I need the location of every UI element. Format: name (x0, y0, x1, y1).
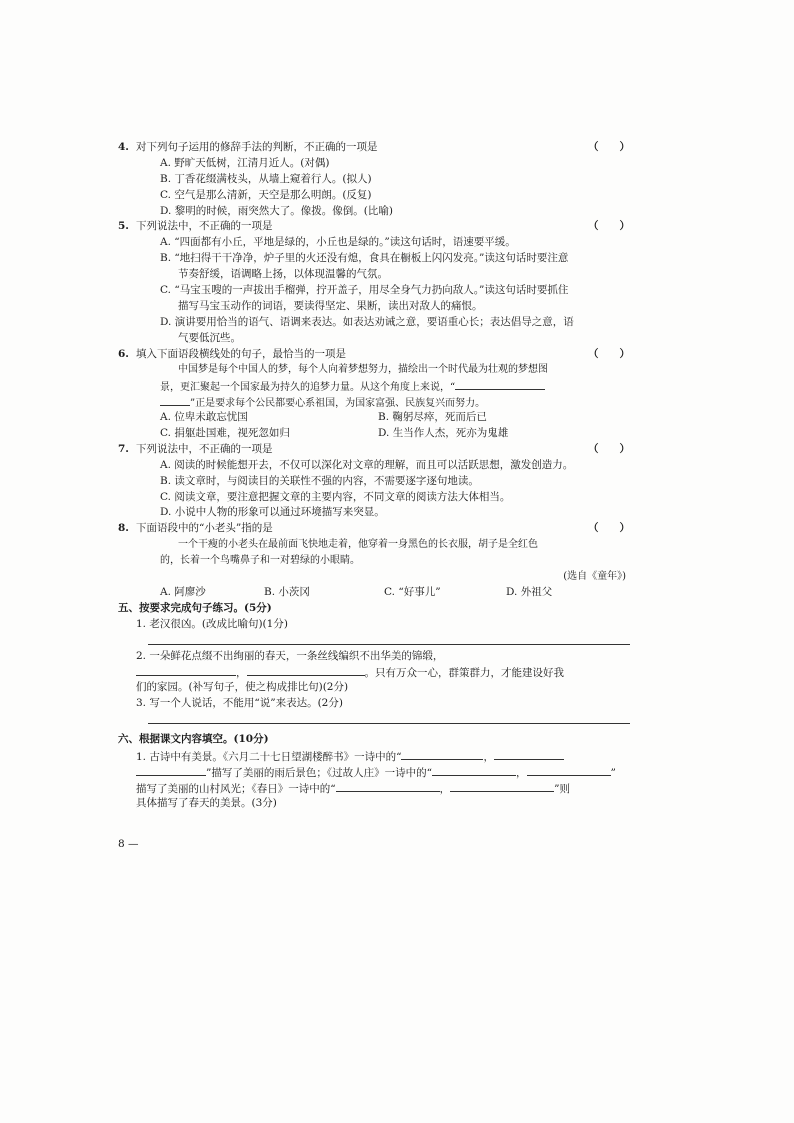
poem-fill-line-1 (118, 748, 630, 764)
answer-parentheses[interactable]: （ ） (588, 522, 630, 535)
option-row (118, 585, 630, 601)
question-6-stem (118, 347, 630, 363)
option: D. 外祖父 (506, 585, 553, 598)
fill-blank[interactable] (160, 394, 190, 406)
option-row (118, 426, 630, 442)
answer-parentheses[interactable]: （ ） (588, 220, 630, 233)
question-4-stem (118, 140, 630, 156)
fill-text: ”描写了美丽的雨后景色；《过故人庄》一诗中的“ (206, 766, 432, 779)
option: D. 小说中人物的形象可以通过环境描写来突显。 (160, 506, 385, 519)
question-number: 8. (118, 522, 129, 535)
question-number: 5. (118, 220, 129, 233)
punctuation: ， (439, 782, 451, 795)
option-continuation: 描写马宝玉动作的词语，要读得坚定、果断，读出对敌人的痛恨。 (178, 299, 483, 312)
option: B. 鞠躬尽瘁，死而后已 (378, 411, 487, 424)
question-text: 下列说法中，不正确的一项是 (136, 442, 273, 455)
fill-blank[interactable] (136, 664, 236, 676)
section-6-title: 六、根据课文内容填空。(10分) (118, 732, 269, 745)
option: B. 读文章时，与阅读目的关联性不强的内容，不需要逐字逐句地读。 (160, 474, 479, 487)
poem-fill-line-4: 具体描写了春天的美景。(3分) (136, 796, 277, 809)
sentence-text: 。只有万众一心，群策群力，才能建设好我 (364, 667, 564, 680)
answer-parentheses[interactable]: （ ） (588, 141, 630, 153)
fill-blank[interactable] (455, 378, 545, 390)
passage-text: 景，更汇聚起一个国家最为持久的追梦力量。从这个角度上来说，“ (160, 382, 456, 394)
answer-line[interactable] (118, 712, 630, 728)
option: C. 阅读文章，要注意把握文章的主要内容，不同文章的阅读方法大体相当。 (160, 490, 511, 503)
fill-blank[interactable] (247, 664, 365, 676)
poem-fill-line-2 (118, 764, 630, 780)
option: C. 空气是那么清新，天空是那么明朗。(反复) (160, 188, 372, 201)
answer-parentheses[interactable]: （ ） (588, 347, 630, 360)
option: A. 阅读的时候能想开去，不仅可以深化对文章的理解，而且可以活跃思想，激发创造力。 (160, 458, 574, 471)
punctuation: ， (483, 750, 494, 763)
fill-text: ”则 (554, 782, 570, 795)
passage-line (118, 394, 630, 410)
question-number: 7. (118, 442, 129, 455)
option: D. 生当作人杰，死亦为鬼雄 (378, 427, 509, 440)
option-continuation: 气要低沉些。 (178, 331, 241, 344)
option: C. 捐躯赴国难，视死忽如归 (160, 427, 290, 440)
option: B. 丁香花缀满枝头，从墙上窥着行人。(拟人) (160, 172, 372, 185)
option: A. “四面都有小丘，平地是绿的，小丘也是绿的。”读这句话时，语速要平缓。 (160, 236, 516, 249)
option: A. 野旷天低树，江清月近人。(对偶) (160, 156, 330, 169)
page-number: 8 — (118, 838, 139, 850)
question-text: 下面语段中的“小老头”指的是 (136, 522, 273, 535)
sentence-task-2-end: 们的家园。(补写句子，使之构成排比句)(2分) (136, 681, 349, 694)
option-row (118, 410, 630, 426)
fill-text: 1. 古诗中有美景。《六月二十七日望湖楼醉书》一诗中的“ (136, 750, 402, 763)
sentence-task-1: 1. 老汉很凶。(改成比喻句)(1分) (136, 617, 288, 630)
fill-blank[interactable] (336, 780, 440, 792)
option: A. 阿廖沙 (160, 585, 206, 598)
source-citation: (选自《童年》) (563, 571, 626, 583)
punctuation: ” (610, 766, 616, 779)
passage-line: 一个干瘦的小老头在最前面飞快地走着，他穿着一身黑色的长衣服，胡子是全红色 (178, 539, 538, 551)
option: D. 演讲要用恰当的语气、语调来表达。如表达劝诫之意，要语重心长；表达倡导之意，语 (160, 315, 574, 328)
option: C. “马宝玉嗖的一声拔出手榴弹，拧开盖子，用尽全身气力扔向敌人。”读这句话时要抓住 (160, 284, 569, 297)
poem-fill-line-3 (118, 780, 630, 796)
question-number: 6. (118, 347, 129, 360)
question-text: 对下列句子运用的修辞手法的判断，不正确的一项是 (136, 141, 378, 153)
question-text: 填入下面语段横线处的句子，最恰当的一项是 (136, 347, 346, 360)
fill-blank[interactable] (494, 748, 564, 760)
question-5-stem (118, 219, 630, 235)
option-continuation: 节奏舒缓，语调略上扬，以体现温馨的气氛。 (178, 268, 388, 281)
fill-text: 描写了美丽的山村风光；《春日》一诗中的“ (136, 782, 336, 795)
answer-line[interactable] (118, 633, 630, 649)
exam-content (118, 140, 630, 811)
sentence-task-2-blanks (118, 664, 630, 680)
passage-text: ”正是要求每个公民都要心系祖国，为国家富强、民族复兴而努力。 (190, 398, 486, 410)
fill-blank[interactable] (136, 764, 206, 776)
passage-line: 中国梦是每个中国人的梦，每个人向着梦想努力，描绘出一个时代最为壮观的梦想图 (178, 364, 548, 376)
fill-blank[interactable] (527, 764, 611, 776)
option: B. 小茨冈 (264, 585, 310, 598)
punctuation: ， (236, 667, 247, 680)
option: B. “地扫得干干净净，炉子里的火还没有熄，食具在橱板上闪闪发亮。”读这句话时要注意 (160, 252, 569, 265)
sentence-task-3: 3. 写一个人说话，不能用“说”来表达。(2分) (136, 697, 343, 710)
source-line (118, 569, 630, 585)
question-7-stem (118, 442, 630, 458)
question-text: 下列说法中，不正确的一项是 (136, 220, 273, 233)
fill-blank[interactable] (450, 780, 554, 792)
option: A. 位卑未敢忘忧国 (160, 411, 248, 424)
section-5-title: 五、按要求完成句子练习。(5分) (118, 601, 272, 614)
fill-blank[interactable] (432, 764, 516, 776)
question-number: 4. (118, 141, 129, 153)
option: D. 黎明的时候，雨突然大了。像拨。像倒。(比喻) (160, 204, 393, 217)
passage-line: 的，长着一个鸟嘴鼻子和一对碧绿的小眼睛。 (160, 555, 360, 567)
fill-blank[interactable] (401, 748, 483, 760)
passage-line (118, 378, 630, 394)
option: C. “好事儿” (384, 585, 441, 598)
answer-parentheses[interactable]: （ ） (588, 442, 630, 455)
punctuation: ， (516, 766, 527, 779)
sentence-task-2: 2. 一朵鲜花点缀不出绚丽的春天，一条丝线编织不出华美的锦缎， (136, 649, 444, 662)
question-8-stem (118, 521, 630, 537)
